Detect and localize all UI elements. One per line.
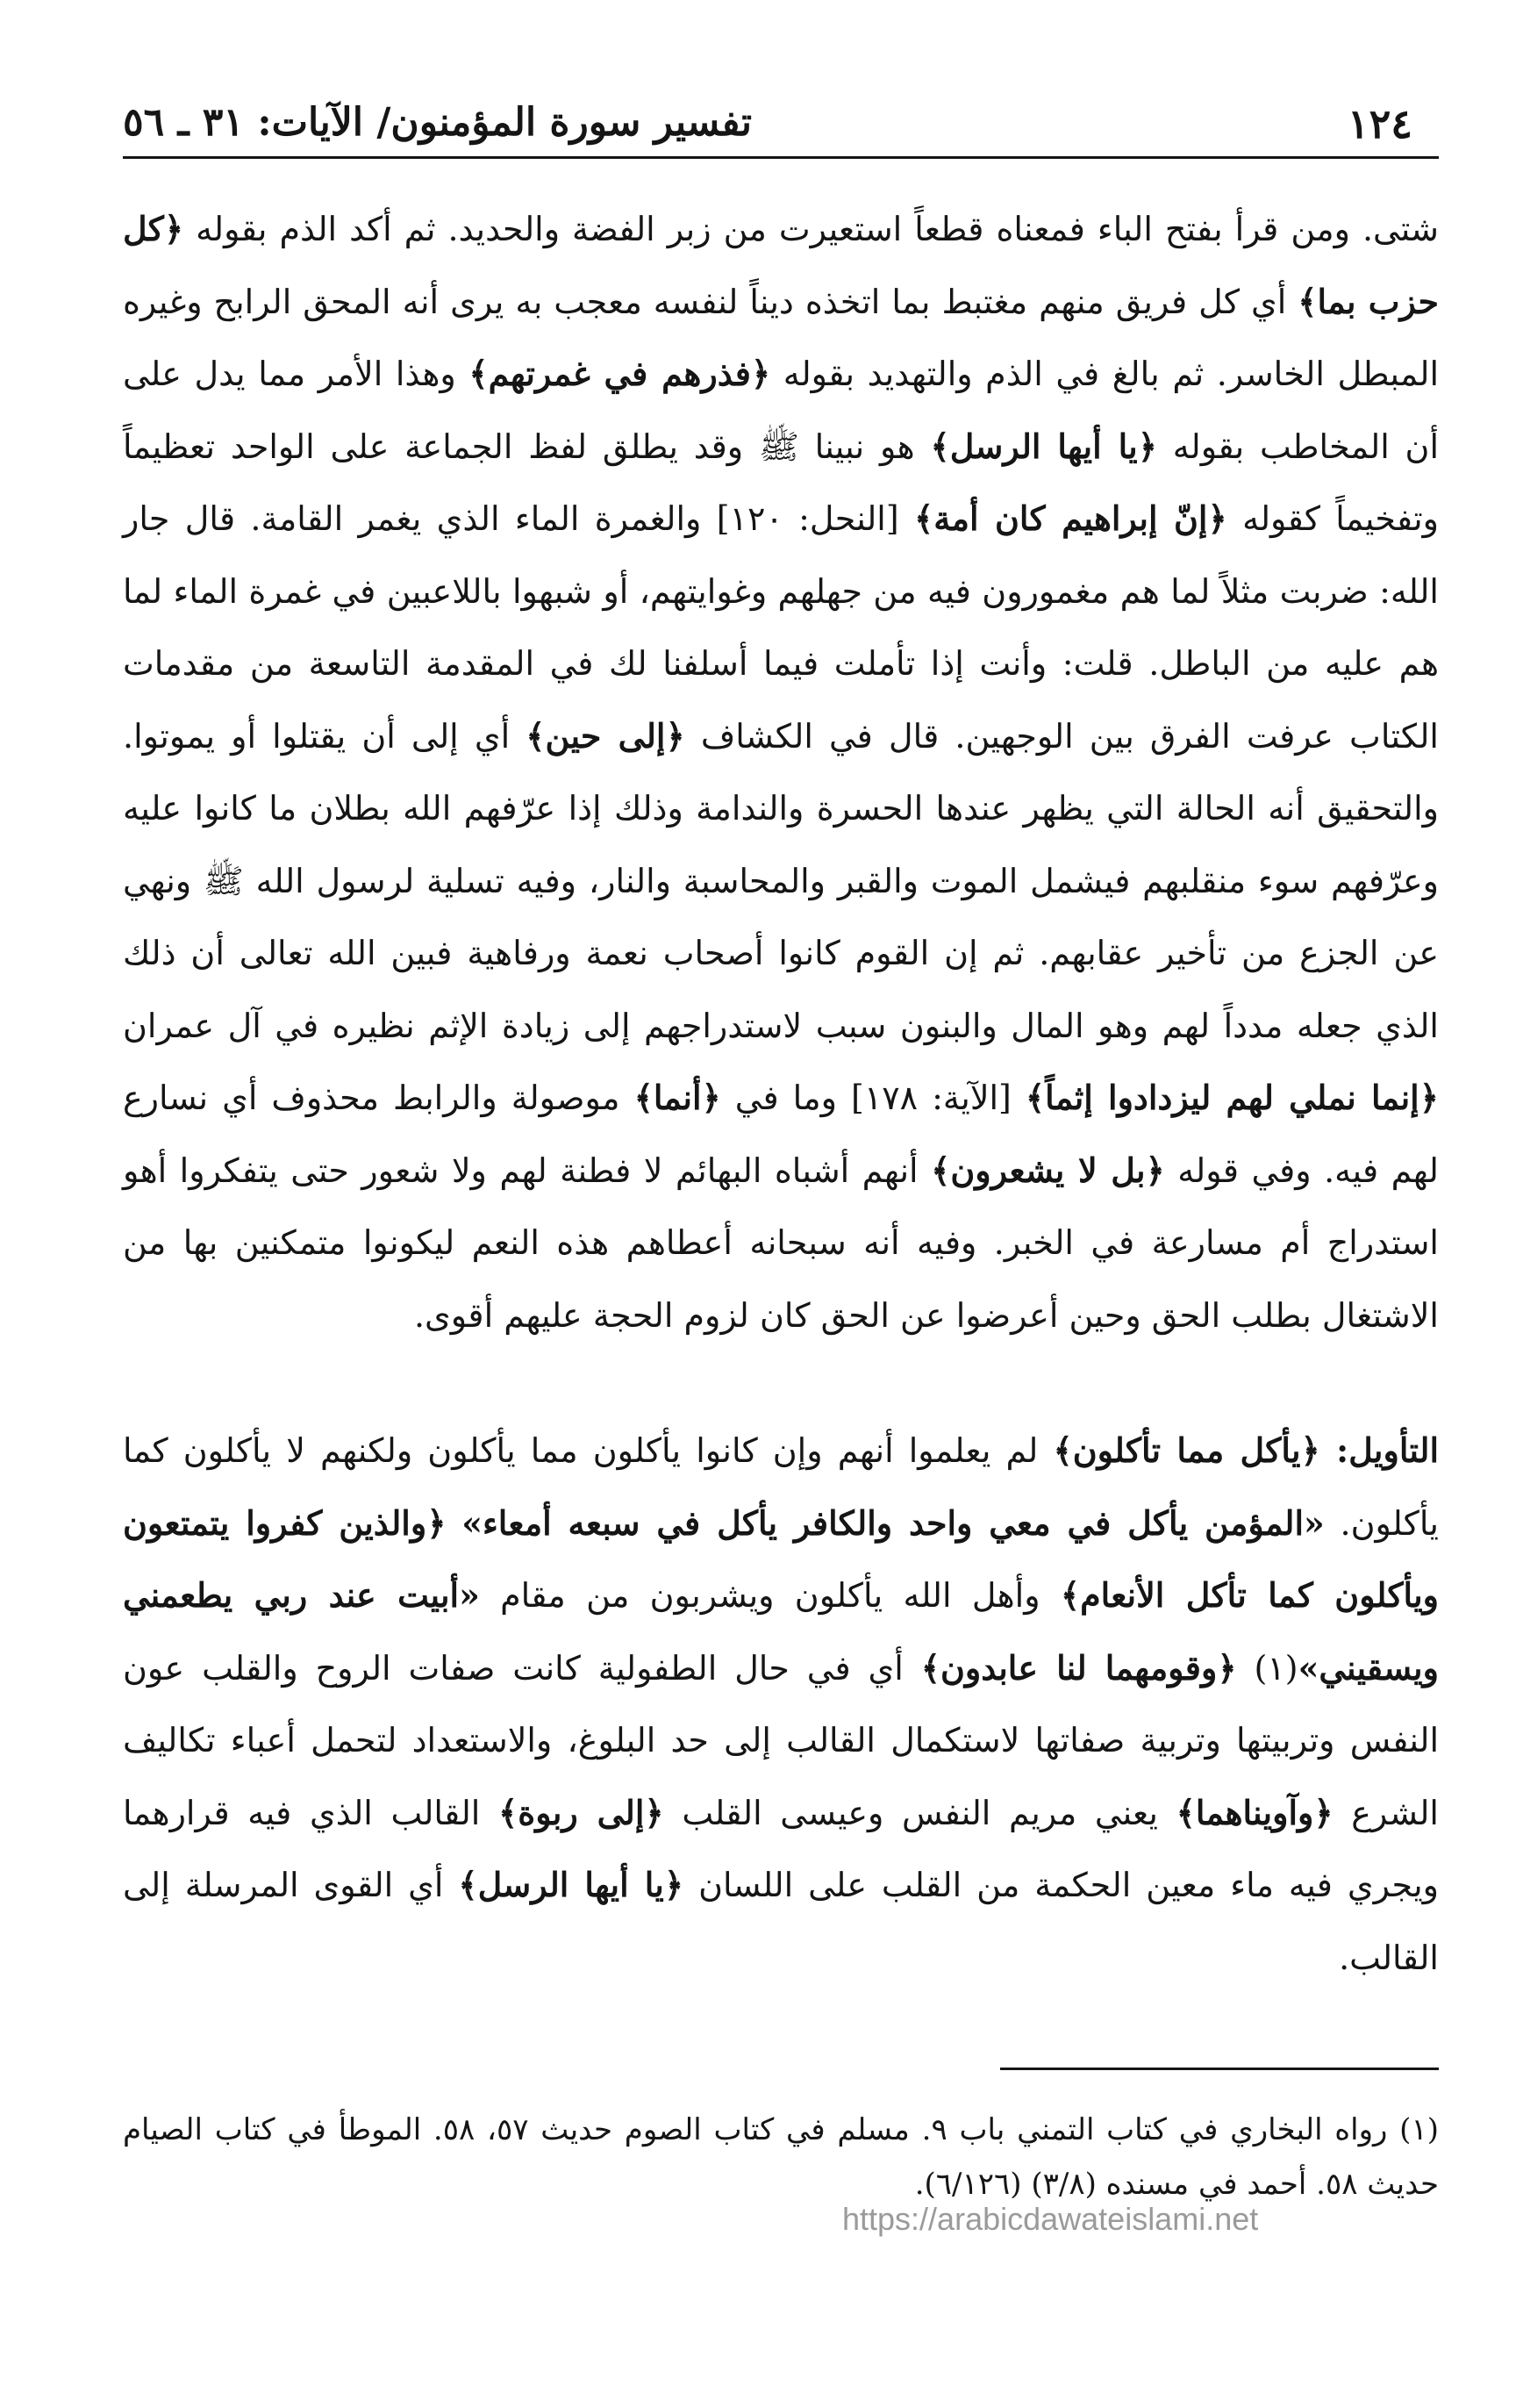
commentary-segment: أي كل فريق منهم مغتبط بما اتخذه ديناً لنفسه معجب به يرى أنه المحق الرابح وغيره المبطل الخاسر. ثم بالغ في الذم والتهديد بقوله (123, 282, 1439, 393)
commentary-segment: أي في حال الطفولية كانت صفات الروح والقلب عون النفس وتربيتها وتربية صفاتها لاستكمال القالب إلى حد البلوغ، والاستعداد لتحمل أعباء تكاليف الشرع (123, 1648, 1439, 1832)
paragraph-gap (123, 1351, 1439, 1415)
commentary-segment: [النحل: ١٢٠] والغمرة الماء الذي يغمر القامة. قال جار الله: ضربت مثلاً لما هم مغمورون فيه من جهلهم وغوايتهم، أو شبهوا باللاعبين في غمرة الماء لما هم عليه من الباطل. قلت: وأنت إذا تأملت فيما أسلفنا لك في المقدمة التاسعة من مقدمات الكتاب عرفت الفرق بين الوجهين. قال في الكشاف (123, 499, 1439, 756)
quoted-text: «أبيت عند ربي يطعمني ويسقيني» (123, 1575, 1439, 1688)
commentary-paragraph-1 (123, 193, 1439, 1351)
quoted-text: ﴿وآويناهما﴾ (1176, 1792, 1334, 1832)
quoted-text: ﴿يأكل مما تأكلون﴾ (1053, 1430, 1320, 1470)
quoted-text: ﴿فذرهم في غمرتهم﴾ (468, 354, 771, 393)
commentary-segment: أي القوى المرسلة إلى القالب. (123, 1866, 1439, 1977)
quoted-text: «المؤمن يأكل في معي واحد والكافر يأكل في سبعه أمعاء» (461, 1502, 1325, 1543)
quoted-text: ﴿أنما﴾ (633, 1078, 721, 1117)
page-number: ١٢٤ (1347, 100, 1412, 147)
commentary-segment: [الآية: ١٧٨] وما في (720, 1079, 1026, 1117)
commentary-segment: القالب الذي فيه قرارهما ويجري فيه ماء معين الحكمة من القلب على اللسان (123, 1793, 1439, 1904)
commentary-segment: هو نبينا ﷺ وقد يطلق لفظ الجماعة على الواحد تعظيماً وتفخيماً كقوله (123, 426, 1440, 538)
quoted-text: ﴿إنّ إبراهيم كان أمة﴾ (913, 498, 1227, 538)
page-header (123, 97, 1412, 149)
quoted-text: ﴿والذين كفروا يتمتعون ويأكلون كما تأكل الأنعام﴾ (123, 1502, 1439, 1615)
footnotes (123, 2103, 1439, 2211)
commentary-segment: لم يعلموا أنهم وإن كانوا يأكلون مما يأكلون ولكنهم لا يأكلون كما يأكلون. (123, 1431, 1439, 1543)
quoted-text: ﴿يا أيها الرسل﴾ (930, 426, 1158, 466)
header-rule (123, 156, 1439, 159)
footnote-rule (1000, 2068, 1439, 2070)
commentary-segment: شتى. ومن قرأ بفتح الباء فمعناه قطعاً استعيرت من زبر الفضة والحديد. ثم أكد الذم بقوله (183, 210, 1439, 248)
commentary-segment: وأهل الله يأكلون ويشربون من مقام (479, 1576, 1061, 1615)
quoted-text: ﴿كل حزب بما﴾ (123, 209, 1439, 321)
source-watermark: https://arabicdawateislami.net (842, 2201, 1259, 2237)
commentary-segment (446, 1504, 461, 1543)
running-title: تفسير سورة المؤمنون/ الآيات: ٣١ ـ ٥٦ (123, 100, 752, 145)
quoted-text: ﴿وقومهما لنا عابدون﴾ (920, 1647, 1237, 1688)
quoted-text: التأويل: (1319, 1430, 1439, 1470)
commentary-segment: موصولة والرابط محذوف أي نسارع لهم فيه. وفي قوله (123, 1079, 1439, 1190)
tawil-paragraph (123, 1415, 1439, 1994)
commentary-segment: أي إلى أن يقتلوا أو يموتوا. والتحقيق أنه الحالة التي يظهر عندها الحسرة والندامة وذلك إذا عرّفهم الله بطلان ما كانوا عليه وعرّفهم سوء منقلبهم فيشمل الموت والقبر والمحاسبة والنار، وفيه تسلية لرسول الله ﷺ ونهي عن الجزع من تأخير عقابهم. ثم إن القوم كانوا أصحاب نعمة ورفاهية فبين الله تعالى أن ذلك الذي جعله مدداً لهم وهو المال والبنون سبب لاستدراجهم إلى زيادة الإثم نظيره في آل عمران (123, 716, 1439, 1045)
quoted-text: ﴿إلى ربوة﴾ (498, 1792, 664, 1832)
quoted-text: ﴿يا أيها الرسل﴾ (458, 1865, 684, 1904)
commentary-segment: (١) (1236, 1648, 1298, 1688)
footnote-1: (١) رواه البخاري في كتاب التمني باب ٩. مسلم في كتاب الصوم حديث ٥٧، ٥٨. الموطأ في كتاب الصيام حديث ٥٨. أحمد في مسنده (٣/٨) (٦/١٢٦). (123, 2112, 1439, 2202)
commentary-segment: أنهم أشباه البهائم لا فطنة لهم ولا شعور حتى يتفكروا أهو استدراج أم مسارعة في الخبر. وفيه أنه سبحانه أعطاهم هذه النعم ليكونوا متمكنين بها من الاشتغال بطلب الحق وحين أعرضوا عن الحق كان لزوم الحجة عليهم أقوى. (123, 1150, 1439, 1335)
quoted-text: ﴿بل لا يشعرون﴾ (931, 1150, 1165, 1190)
commentary-segment: وهذا الأمر مما يدل على أن المخاطب بقوله (123, 355, 1440, 466)
commentary-segment: يعني مريم النفس وعيسى القلب (663, 1793, 1176, 1832)
commentary-text (123, 193, 1439, 1994)
quoted-text: ﴿إنما نملي لهم ليزدادوا إثماً﴾ (1025, 1078, 1439, 1117)
quoted-text: ﴿إلى حين﴾ (526, 715, 685, 756)
